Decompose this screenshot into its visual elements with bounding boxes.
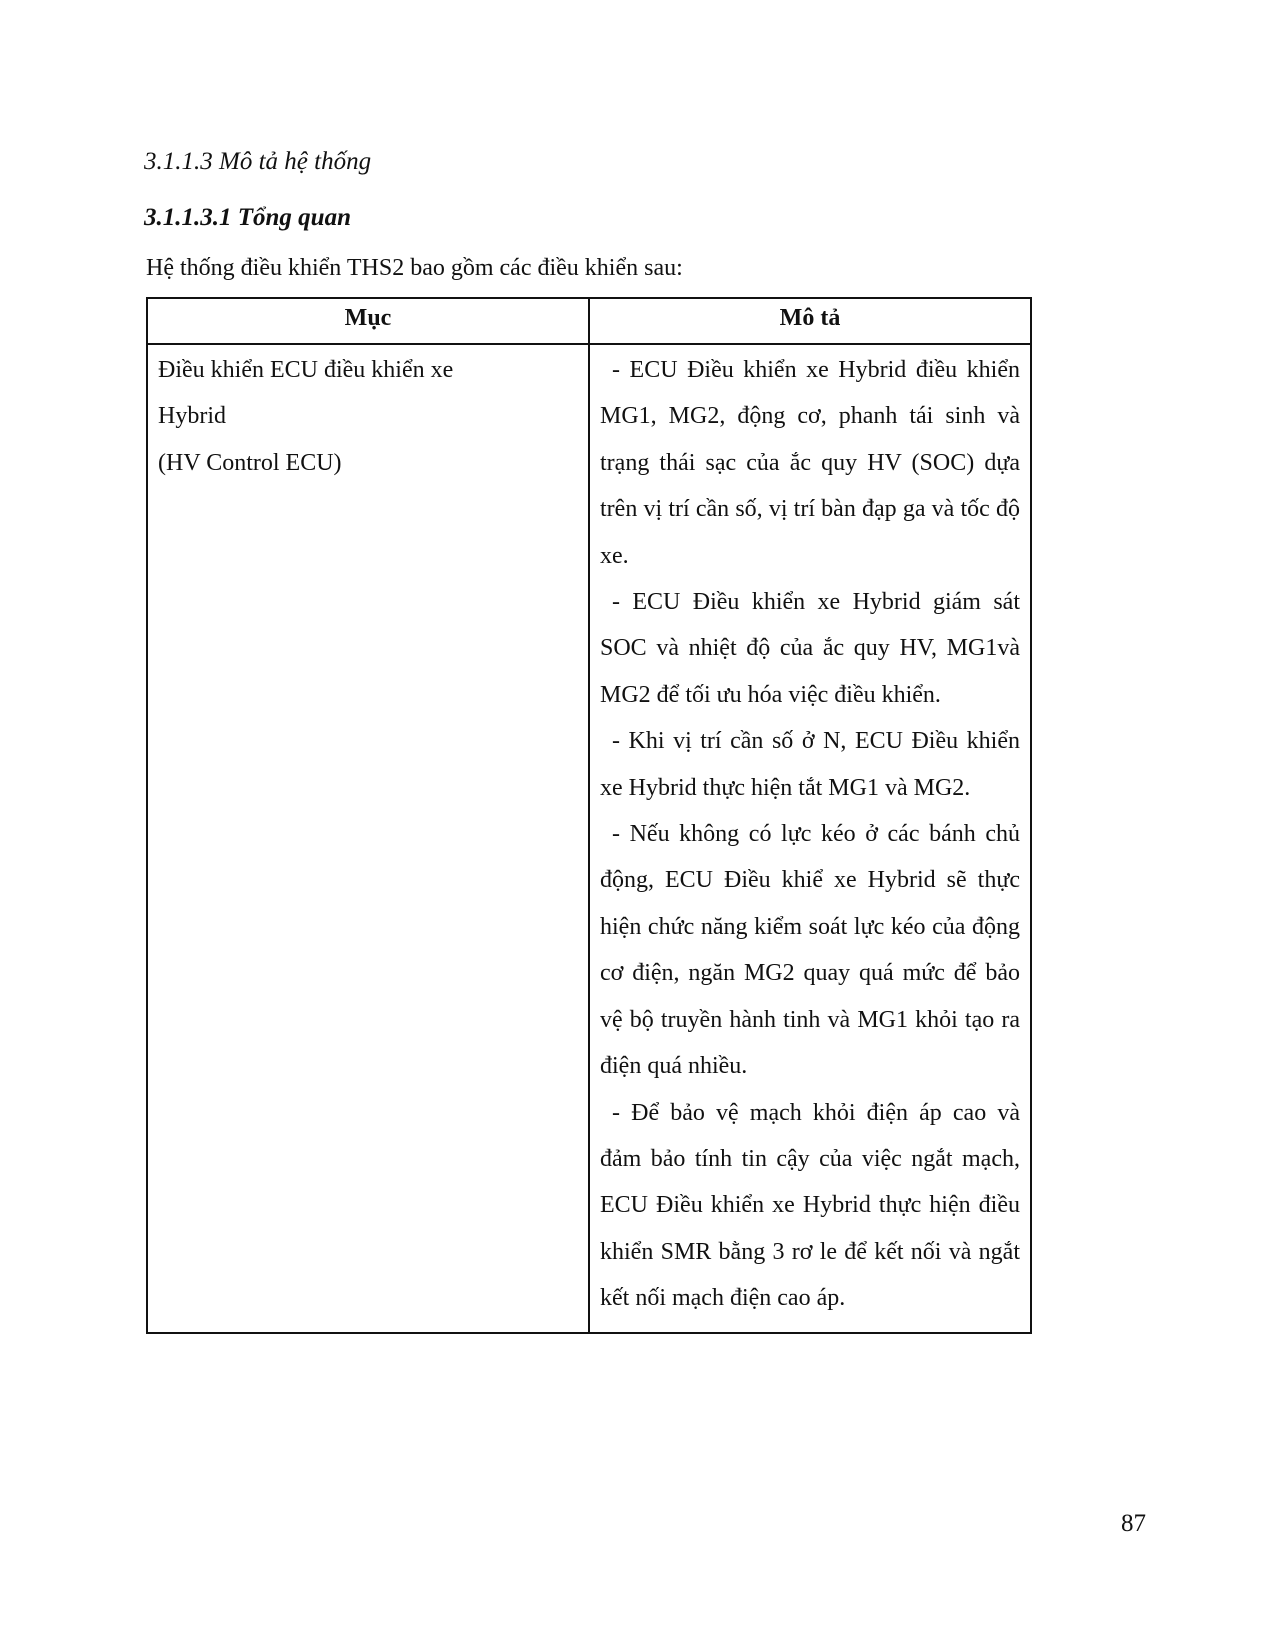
table-row <box>147 344 1031 1333</box>
item-line: (HV Control ECU) <box>158 449 342 476</box>
description-cell <box>589 344 1031 1333</box>
page-number: 87 <box>1121 1510 1146 1537</box>
description-paragraph: - Để bảo vệ mạch khỏi điện áp cao và đảm bảo tính tin cậy của việc ngắt mạch, ECU Điều khiển xe Hybrid thực hiện điều khiển SMR bằng 3 rơ le để kết nối và ngắt kết nối mạch điện cao áp. <box>600 1099 1020 1312</box>
item-line: Điều khiển ECU điều khiển xe <box>158 357 454 383</box>
intro-paragraph: Hệ thống điều khiển THS2 bao gồm các điều khiển sau: <box>146 255 683 281</box>
item-line: Hybrid <box>158 403 226 430</box>
description-paragraph: - ECU Điều khiển xe Hybrid giám sát SOC và nhiệt độ của ắc quy HV, MG1và MG2 để tối ưu hóa việc điều khiển. <box>600 589 1020 708</box>
description-paragraph: - Khi vị trí cần số ở N, ECU Điều khiển xe Hybrid thực hiện tắt MG1 và MG2. <box>600 728 1020 801</box>
description-paragraph: - ECU Điều khiển xe Hybrid điều khiển MG1, MG2, động cơ, phanh tái sinh và trạng thái sạc của ắc quy HV (SOC) dựa trên vị trí cần số, vị trí bàn đạp ga và tốc độ xe. <box>600 357 1020 569</box>
description-paragraph: - Nếu không có lực kéo ở các bánh chủ động, ECU Điều khiể xe Hybrid sẽ thực hiện chức năng kiểm soát lực kéo của động cơ điện, ngăn MG2 quay quá mức để bảo vệ bộ truyền hành tinh và MG1 khỏi tạo ra điện quá nhiều. <box>600 821 1020 1080</box>
header-item: Mục <box>147 298 589 344</box>
table-header-row <box>147 298 1031 344</box>
header-description: Mô tả <box>589 298 1031 344</box>
subsection-heading: 3.1.1.3.1 Tổng quan <box>144 204 351 231</box>
item-cell <box>147 344 589 1333</box>
control-table <box>146 297 1032 1334</box>
section-heading: 3.1.1.3 Mô tả hệ thống <box>144 148 372 175</box>
